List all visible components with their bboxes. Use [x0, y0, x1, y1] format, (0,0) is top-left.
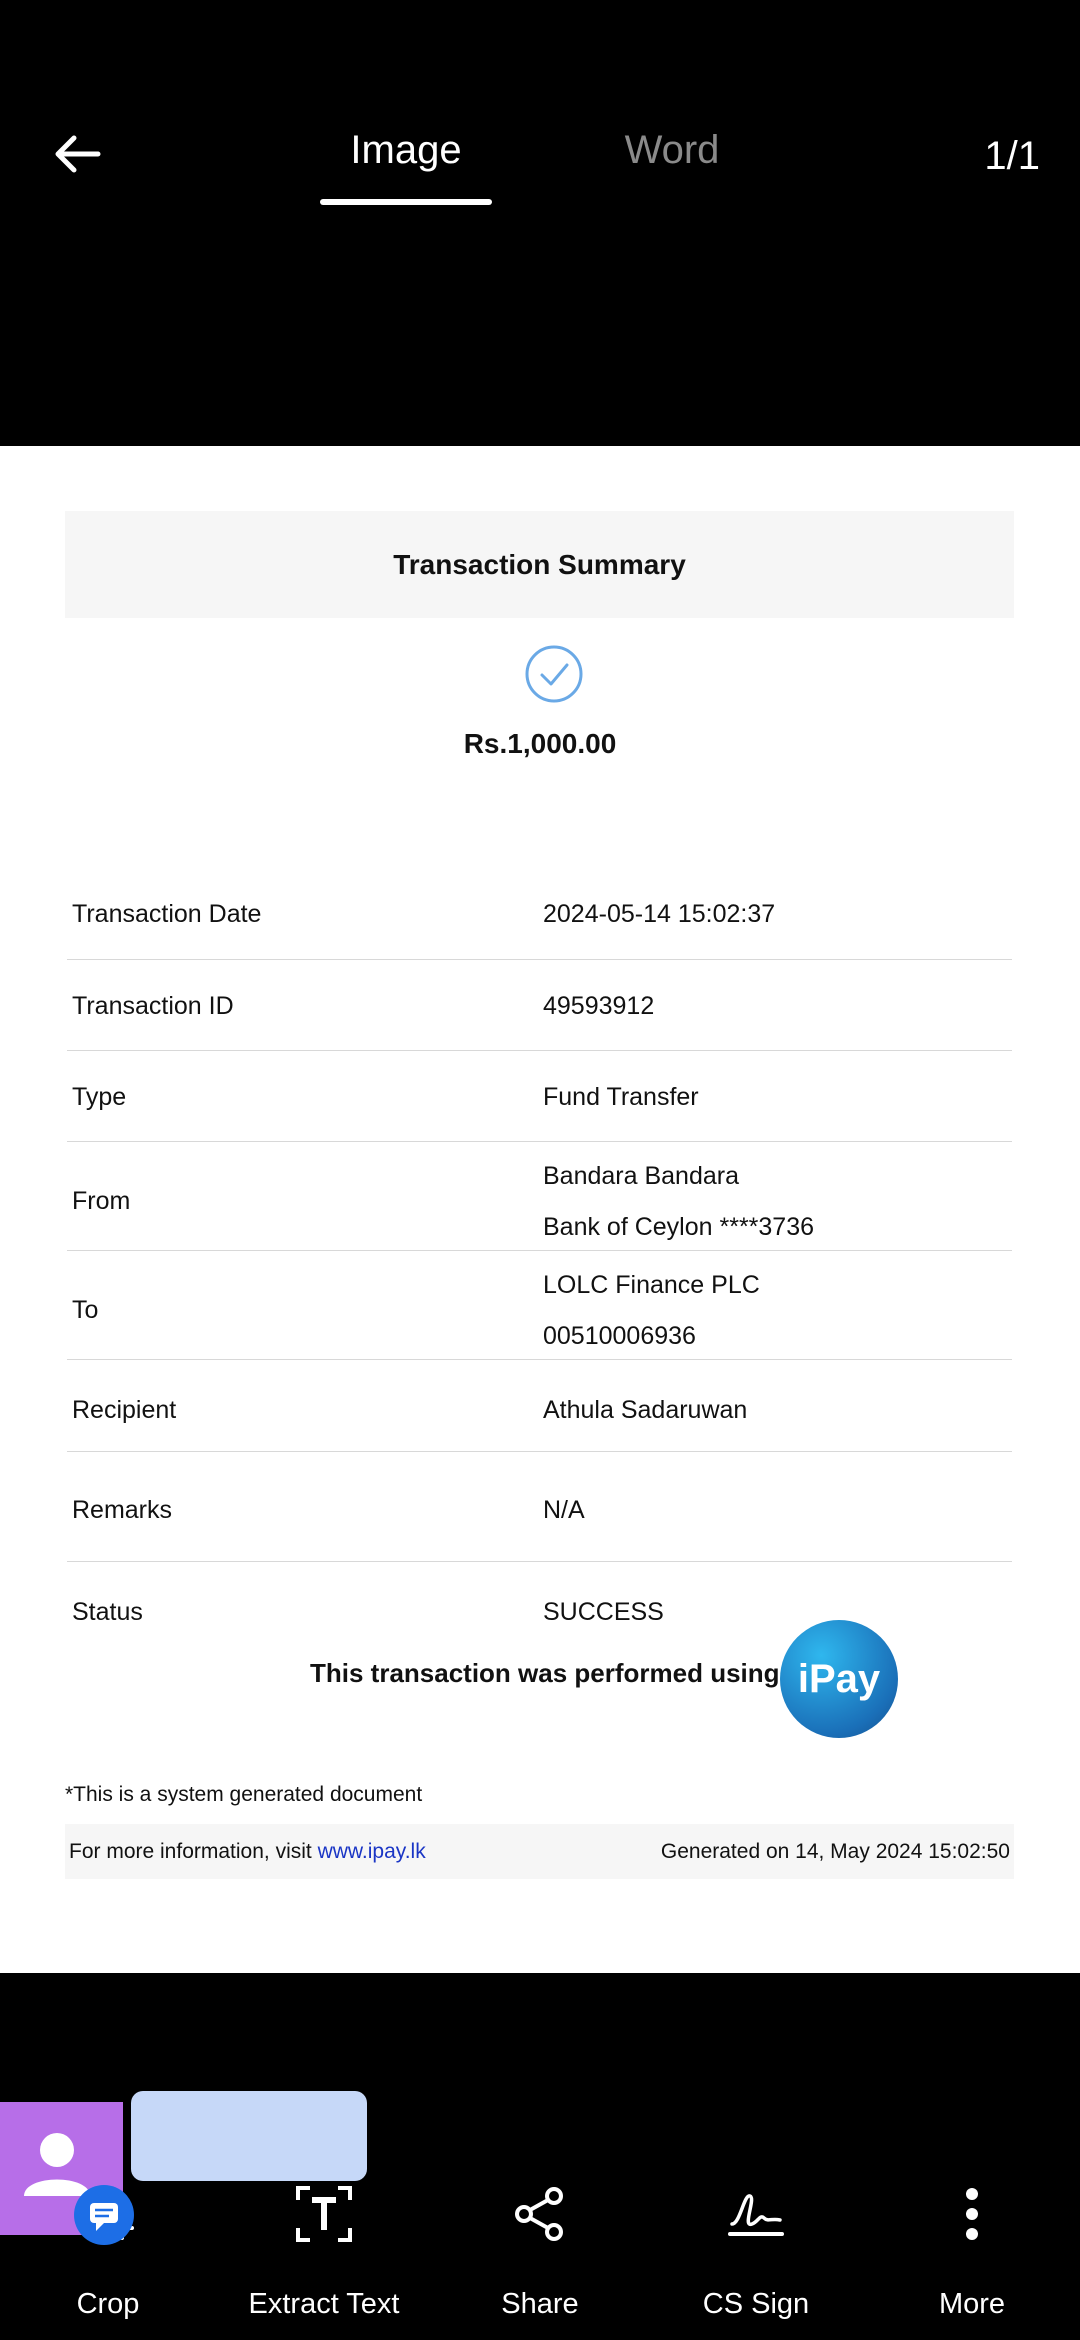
floating-overlay-panel[interactable]	[131, 2091, 367, 2181]
generated-on: Generated on 14, May 2024 15:02:50	[660, 1840, 1010, 1863]
row-label: Recipient	[72, 1396, 177, 1424]
footer-prefix: For more information, visit	[69, 1840, 312, 1863]
row-transaction-date	[67, 869, 1012, 960]
performed-using-text: This transaction was performed using	[310, 1658, 780, 1688]
system-generated-note: *This is a system generated document	[65, 1783, 423, 1806]
row-value: 2024-05-14 15:02:37	[543, 900, 776, 928]
back-arrow-icon[interactable]	[48, 124, 108, 184]
tool-label: More	[938, 2288, 1006, 2320]
row-label: Status	[72, 1598, 143, 1626]
more-vertical-icon	[942, 2184, 1002, 2244]
row-recipient	[67, 1360, 1012, 1452]
row-type	[67, 1051, 1012, 1142]
row-value: N/A	[543, 1496, 585, 1524]
tool-label: Extract Text	[248, 2288, 400, 2320]
active-tab-indicator	[320, 199, 492, 205]
row-label: Type	[72, 1083, 127, 1111]
document-footer	[65, 1824, 1014, 1879]
ipay-logo: iPay	[780, 1620, 898, 1738]
row-value: Athula Sadaruwan	[543, 1396, 748, 1424]
tab-word[interactable]: Word	[624, 128, 720, 172]
row-remarks	[67, 1452, 1012, 1562]
top-bar	[0, 0, 1080, 446]
transaction-details	[67, 869, 1012, 1652]
chat-bubble-icon[interactable]	[74, 2185, 134, 2245]
check-circle-icon	[524, 644, 584, 704]
row-label: From	[72, 1187, 131, 1215]
row-from	[67, 1142, 1012, 1251]
tool-label: CS Sign	[702, 2288, 810, 2320]
row-label: Transaction ID	[72, 992, 234, 1020]
footer-link[interactable]: www.ipay.lk	[317, 1840, 426, 1863]
tool-label: Share	[501, 2288, 579, 2320]
row-value: 49593912	[543, 992, 655, 1020]
transaction-amount: Rs.1,000.00	[463, 728, 617, 759]
row-label: Transaction Date	[72, 900, 262, 928]
extract-text-icon	[294, 2184, 354, 2244]
row-value-line2: Bank of Ceylon ****3736	[543, 1213, 815, 1241]
share-icon	[510, 2184, 570, 2244]
document-page	[0, 446, 1080, 1973]
bottom-toolbar	[0, 2160, 1080, 2340]
signature-icon	[726, 2184, 786, 2244]
page-indicator: 1/1	[984, 134, 1040, 178]
row-value-line1: LOLC Finance PLC	[543, 1271, 760, 1299]
row-value-line1: Bandara Bandara	[543, 1162, 739, 1190]
row-label: To	[72, 1296, 99, 1324]
footer-info	[69, 1840, 426, 1864]
row-value: SUCCESS	[543, 1598, 664, 1626]
row-transaction-id	[67, 960, 1012, 1051]
row-value: Fund Transfer	[543, 1083, 699, 1111]
tab-image[interactable]: Image	[350, 128, 462, 172]
tool-label: Crop	[76, 2288, 140, 2320]
row-to	[67, 1251, 1012, 1360]
row-label: Remarks	[72, 1496, 173, 1524]
document-title: Transaction Summary	[65, 511, 1014, 618]
row-value-line2: 00510006936	[543, 1322, 696, 1350]
